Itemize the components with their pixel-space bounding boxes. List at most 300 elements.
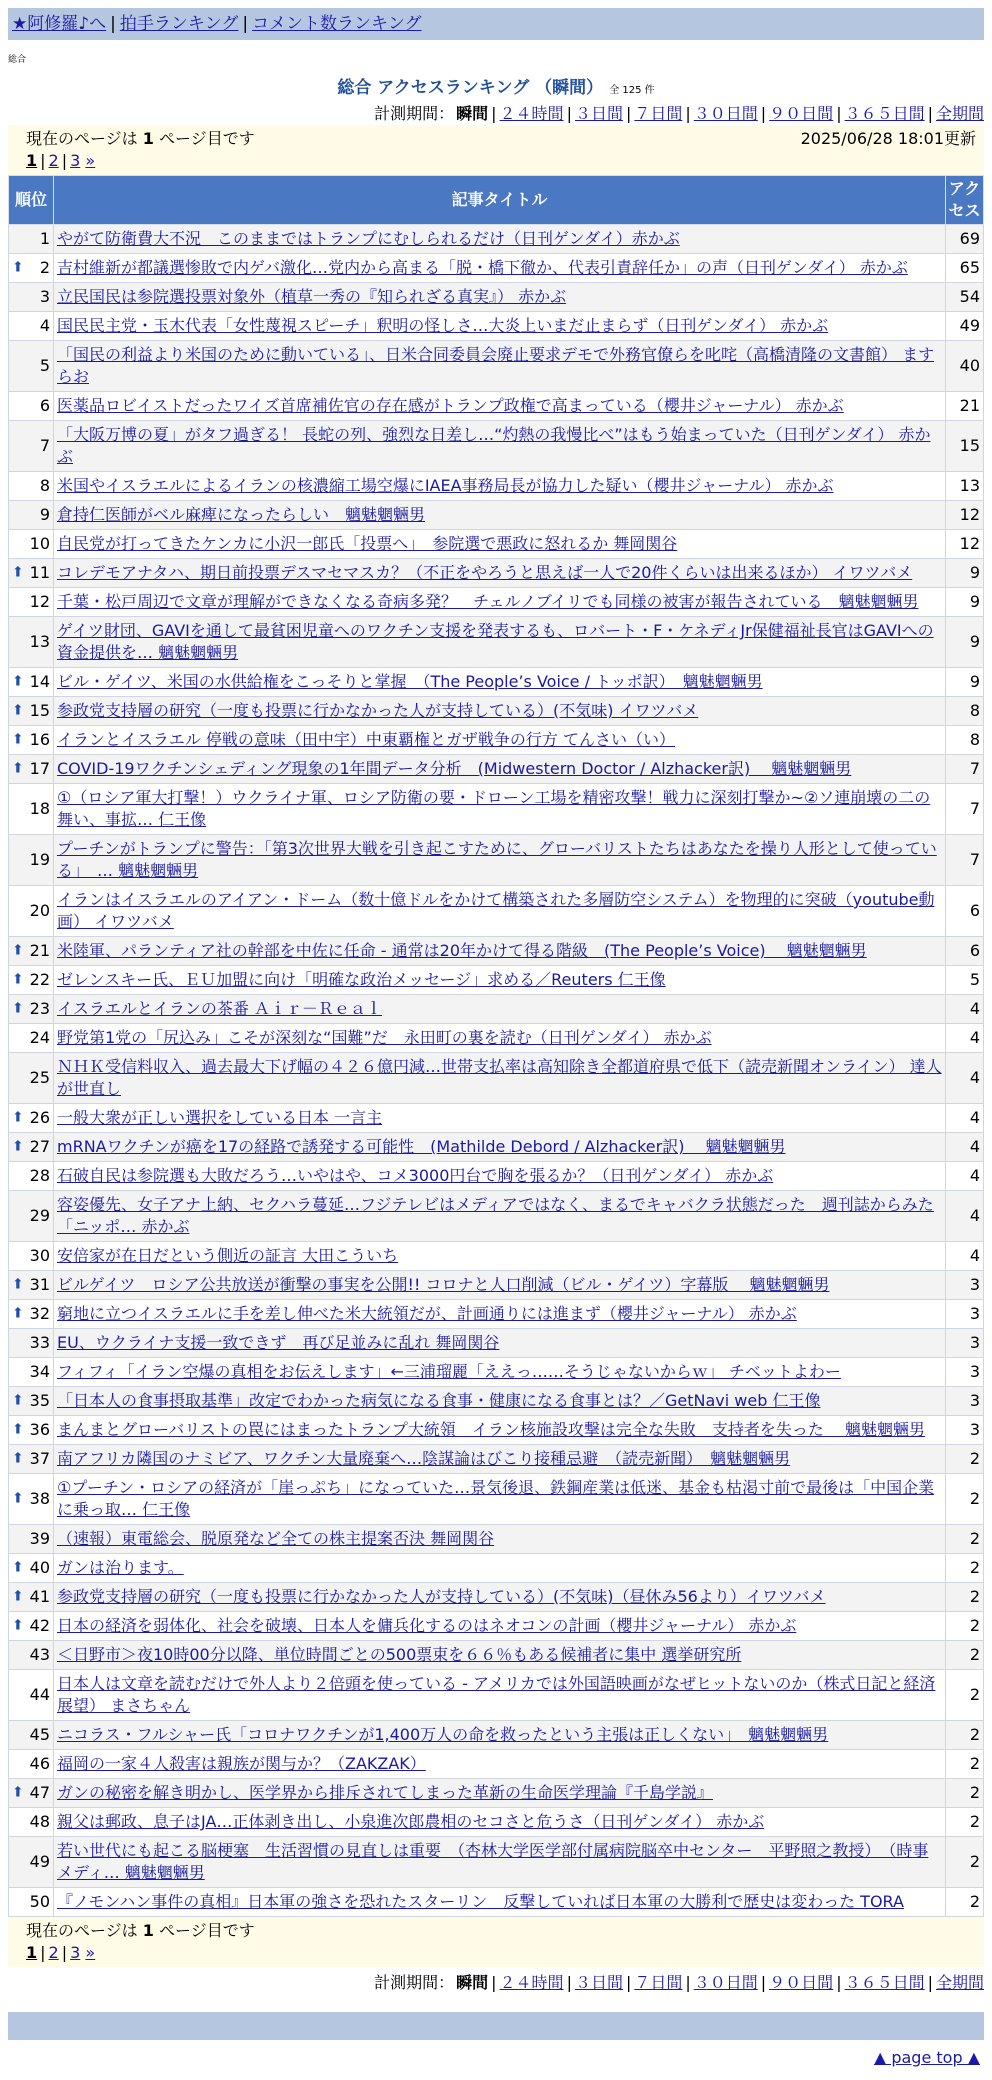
table-row <box>9 995 984 1024</box>
rank-cell <box>9 1358 54 1387</box>
access-header: アクセス <box>946 176 984 225</box>
period-separator: | <box>625 104 632 123</box>
rank-number: 38 <box>29 1489 50 1508</box>
rank-cell <box>9 1329 54 1358</box>
article-link[interactable]: ①（ロシア軍大打撃！）ウクライナ軍、ロシア防衛の要・ドローン工場を精密攻撃！戦力に深刻打撃か~②ソ連崩壊の二の舞い、事拡… 仁王像 <box>57 788 931 829</box>
rank-number: 41 <box>29 1587 50 1606</box>
table-row <box>9 668 984 697</box>
rank-number: 34 <box>29 1362 50 1381</box>
rank-number: 44 <box>29 1685 50 1704</box>
rank-up-arrow-icon: ⬆ <box>12 731 24 748</box>
rank-cell <box>9 559 54 588</box>
table-row <box>9 1474 984 1525</box>
article-link[interactable]: 安倍家が在日だという側近の証言 大田こういち <box>57 1246 399 1265</box>
period-separator: | <box>836 104 842 123</box>
page-link[interactable]: 3 <box>70 1943 81 1962</box>
table-row <box>9 1779 984 1808</box>
article-link[interactable]: 南アフリカ隣国のナミビア、ワクチン大量廃棄へ…陰謀論はびこり接種忌避 （読売新聞） 魑魅魍魎男 <box>57 1449 791 1468</box>
rank-number: 33 <box>29 1333 50 1352</box>
rank-cell <box>9 1808 54 1837</box>
page-separator: | <box>40 1943 46 1962</box>
access-count: 9 <box>946 668 984 697</box>
title-cell <box>54 421 946 472</box>
article-link[interactable]: 若い世代にも起こる脳梗塞 生活習慣の見直しは重要 （杏林大学医学部付属病院脳卒中センター 平野照之教授） （時事メディ… 魑魅魍魎男 <box>57 1841 929 1882</box>
period-link[interactable]: ３６５日間 <box>844 1973 925 1992</box>
rank-number: 32 <box>29 1304 50 1323</box>
rank-number: 29 <box>29 1206 50 1225</box>
rank-number: 49 <box>29 1852 50 1871</box>
title-cell <box>54 312 946 341</box>
title-cell <box>54 995 946 1024</box>
article-link[interactable]: 『ノモンハン事件の真相』日本軍の強さを恐れたスターリン 反撃していれば日本軍の大勝利で歴史は変わった TORA <box>57 1892 904 1911</box>
rank-cell <box>9 312 54 341</box>
rank-header: 順位 <box>9 176 54 225</box>
rank-up-arrow-icon: ⬆ <box>12 760 24 777</box>
rank-cell <box>9 1750 54 1779</box>
access-count: 2 <box>946 1474 984 1525</box>
access-count: 4 <box>946 1024 984 1053</box>
period-link[interactable]: ３０日間 <box>693 1973 758 1992</box>
title-header: 記事タイトル <box>54 176 946 225</box>
title-cell <box>54 1329 946 1358</box>
article-link[interactable]: 「日本人の食事摂取基準」改定でわかった病気になる食事・健康になる食事とは？／GetNavi web 仁王像 <box>57 1391 821 1410</box>
table-row <box>9 392 984 421</box>
article-link[interactable]: （速報）東電総会、脱原発など全ての株主提案否決 舞岡関谷 <box>57 1529 495 1548</box>
total-count: 全 125 件 <box>609 85 655 96</box>
rank-up-arrow-icon: ⬆ <box>12 1421 24 1438</box>
table-row <box>9 1641 984 1670</box>
article-link[interactable]: 石破自民は参院選も大敗だろう…いやはや、コメ3000円台で胸を張るか？（日刊ゲンダイ） 赤かぶ <box>57 1166 774 1185</box>
rank-up-arrow-icon: ⬆ <box>12 1276 24 1293</box>
page-link[interactable]: 2 <box>48 151 59 170</box>
page-separator: | <box>61 1943 68 1962</box>
title-cell <box>54 1808 946 1837</box>
article-link[interactable]: やがて防衛費大不況 このままではトランプにむしられるだけ（日刊ゲンダイ）赤かぶ <box>57 229 680 248</box>
article-link[interactable]: ガンは治ります。 <box>57 1558 184 1577</box>
access-count: 8 <box>946 697 984 726</box>
access-count: 9 <box>946 617 984 668</box>
access-count: 4 <box>946 1133 984 1162</box>
article-link[interactable]: 千葉・松戸周辺で文章が理解ができなくなる奇病多発？ チェルノブイリでも同様の被害が報告されている 魑魅魍魎男 <box>57 592 919 611</box>
table-row <box>9 617 984 668</box>
table-row <box>9 726 984 755</box>
period-link[interactable]: ９０日間 <box>769 1973 834 1992</box>
access-count: 2 <box>946 1583 984 1612</box>
period-separator: | <box>566 104 572 123</box>
rank-number: 28 <box>29 1166 50 1185</box>
period-link[interactable]: ７日間 <box>634 104 683 123</box>
rank-number: 13 <box>29 632 50 651</box>
rank-cell <box>9 726 54 755</box>
title-cell <box>54 668 946 697</box>
next-page-link[interactable]: » <box>85 1943 96 1962</box>
page-link[interactable]: 3 <box>70 151 81 170</box>
table-row <box>9 1133 984 1162</box>
rank-number: 22 <box>29 970 50 989</box>
period-separator: | <box>625 1973 632 1992</box>
rank-cell <box>9 1104 54 1133</box>
article-link[interactable]: mRNAワクチンが癌を17の経路で誘発する可能性 (Mathilde Debord / Alzhacker訳) 魑魅魍魎男 <box>57 1137 786 1156</box>
current-page-info: 現在のページは 1 ページ目です <box>26 1921 255 1940</box>
rank-cell <box>9 1024 54 1053</box>
article-link[interactable]: 米国やイスラエルによるイランの核濃縮工場空爆にIAEA事務局長が協力した疑い（櫻井ジャーナル） 赤かぶ <box>57 476 834 495</box>
article-link[interactable]: ビルゲイツ ロシア公共放送が衝撃の事実を公開!! コロナと人口削減（ビル・ゲイツ）字幕版 魑魅魍魎男 <box>57 1275 830 1294</box>
table-row <box>9 312 984 341</box>
page-link-current: 1 <box>26 151 38 170</box>
title-cell <box>54 1554 946 1583</box>
title-cell <box>54 1387 946 1416</box>
title-cell <box>54 1837 946 1888</box>
table-row <box>9 254 984 283</box>
access-count: 3 <box>946 1271 984 1300</box>
page-title: 総合 アクセスランキング （瞬間） <box>337 78 604 98</box>
table-row <box>9 1024 984 1053</box>
title-cell <box>54 1888 946 1917</box>
article-link[interactable]: イランはイスラエルのアイアン・ドーム（数十億ドルをかけて構築された多層防空システム）を物理的に突破（youtube動画） イワツバメ <box>57 890 935 931</box>
rank-up-arrow-icon: ⬆ <box>12 259 24 276</box>
rank-number: 9 <box>39 505 50 524</box>
article-link[interactable]: ガンの秘密を解き明かし、医学界から排斥されてしまった革新の生命医学理論『千島学説』 <box>57 1783 714 1802</box>
title-cell <box>54 341 946 392</box>
table-row <box>9 1445 984 1474</box>
article-link[interactable]: まんまとグローバリストの罠にはまったトランプ大統領 イラン核施設攻撃は完全な失敗 支持者を失った 魑魅魍魎男 <box>57 1420 925 1439</box>
comment-ranking-link[interactable]: コメント数ランキング <box>252 14 422 34</box>
title-cell <box>54 588 946 617</box>
ranking-table <box>8 175 984 1917</box>
article-link[interactable]: ＮＨＫ受信料収入、過去最大下げ幅の４２６億円減…世帯支払率は高知除き全都道府県で低下（読売新聞オンライン） 達人が世直し <box>57 1057 942 1098</box>
pagination-box <box>8 125 984 175</box>
access-count: 2 <box>946 1554 984 1583</box>
table-row <box>9 1612 984 1641</box>
title-cell <box>54 1612 946 1641</box>
rank-cell <box>9 1191 54 1242</box>
access-count: 6 <box>946 886 984 937</box>
page-top-row <box>8 2040 984 2075</box>
rank-cell <box>9 283 54 312</box>
rank-number: 27 <box>29 1137 50 1156</box>
article-link[interactable]: ゲイツ財団、GAVIを通して最貧困児童へのワクチン支援を発表するも、ロバート・F・ケネディJr保健福祉長官はGAVIへの資金提供を… 魑魅魍魎男 <box>57 621 934 662</box>
article-link[interactable]: 吉村維新が都議選惨敗で内ゲバ激化…党内から高まる「脱・橋下徹か、代表引責辞任か」の声（日刊ゲンダイ） 赤かぶ <box>57 258 908 277</box>
table-row <box>9 1191 984 1242</box>
rank-cell <box>9 784 54 835</box>
access-count: 2 <box>946 1837 984 1888</box>
rank-number: 7 <box>39 436 50 455</box>
article-link[interactable]: 参政党支持層の研究（一度も投票に行かなかった人が支持している）(不気味) イワツバメ <box>57 701 699 720</box>
article-link[interactable]: 立民国民は参院選投票対象外（植草一秀の『知られざる真実』） 赤かぶ <box>57 287 567 306</box>
rank-cell <box>9 1525 54 1554</box>
rank-cell <box>9 1162 54 1191</box>
title-cell <box>54 1133 946 1162</box>
access-count: 4 <box>946 1053 984 1104</box>
title-cell <box>54 225 946 254</box>
article-link[interactable]: ビル・ゲイツ、米国の水供給権をこっそりと掌握 （The People’s Voice / トッポ訳） 魑魅魍魎男 <box>57 672 763 691</box>
article-link[interactable]: ニコラス・フルシャー氏「コロナワクチンが1,400万人の命を救ったという主張は正しくない」 魑魅魍魎男 <box>57 1725 829 1744</box>
rank-cell <box>9 421 54 472</box>
rank-number: 25 <box>29 1068 50 1087</box>
rank-cell <box>9 937 54 966</box>
rank-cell <box>9 1474 54 1525</box>
rank-cell <box>9 1133 54 1162</box>
article-link[interactable]: 医薬品ロビイストだったワイズ首席補佐官の存在感がトランプ政権で高まっている（櫻井ジャーナル） 赤かぶ <box>57 396 844 415</box>
period-link[interactable]: 全期間 <box>935 1973 984 1992</box>
rank-cell <box>9 254 54 283</box>
title-cell <box>54 886 946 937</box>
rank-cell <box>9 1387 54 1416</box>
table-row <box>9 225 984 254</box>
title-cell <box>54 1271 946 1300</box>
access-count: 2 <box>946 1445 984 1474</box>
title-cell <box>54 559 946 588</box>
rank-cell <box>9 886 54 937</box>
rank-number: 35 <box>29 1391 50 1410</box>
rank-up-arrow-icon: ⬆ <box>12 1784 24 1801</box>
access-count: 9 <box>946 559 984 588</box>
table-row <box>9 1358 984 1387</box>
table-row <box>9 559 984 588</box>
rank-number: 40 <box>29 1558 50 1577</box>
access-count: 2 <box>946 1888 984 1917</box>
access-count: 8 <box>946 726 984 755</box>
period-separator: | <box>760 1973 767 1992</box>
page-separator: | <box>40 151 46 170</box>
access-count: 3 <box>946 1358 984 1387</box>
rank-up-arrow-icon: ⬆ <box>12 1138 24 1155</box>
article-link[interactable]: 米陸軍、パランティア社の幹部を中佐に任命 - 通常は20年かけて得る階級 (The People’s Voice) 魑魅魍魎男 <box>57 941 867 960</box>
article-link[interactable]: COVID-19ワクチンシェディング現象の1年間データ分析 (Midwestern Doctor / Alzhacker訳) 魑魅魍魎男 <box>57 759 852 778</box>
rank-cell <box>9 1583 54 1612</box>
title-cell <box>54 501 946 530</box>
rank-number: 11 <box>29 563 50 582</box>
rank-cell <box>9 1416 54 1445</box>
rank-up-arrow-icon: ⬆ <box>12 1588 24 1605</box>
rank-up-arrow-icon: ⬆ <box>12 971 24 988</box>
clap-ranking-link[interactable]: 拍手ランキング <box>119 14 239 34</box>
rank-cell <box>9 668 54 697</box>
rank-number: 46 <box>29 1754 50 1773</box>
rank-cell <box>9 1888 54 1917</box>
rank-cell <box>9 1271 54 1300</box>
access-count: 4 <box>946 1191 984 1242</box>
page-links <box>26 1942 976 1964</box>
table-row <box>9 1416 984 1445</box>
article-link[interactable]: ゼレンスキー氏、ＥＵ加盟に向け「明確な政治メッセージ」求める／Reuters 仁王像 <box>57 970 666 989</box>
period-separator: | <box>685 1973 691 1992</box>
table-row <box>9 283 984 312</box>
article-link[interactable]: ①プーチン・ロシアの経済が「崖っぷち」になっていた…景気後退、鉄鋼産業は低迷、基金も枯渇寸前で最後は「中国企業に乗っ取… 仁王像 <box>57 1478 935 1519</box>
rank-number: 8 <box>39 476 50 495</box>
access-count: 15 <box>946 421 984 472</box>
rank-number: 47 <box>29 1783 50 1802</box>
rank-cell <box>9 966 54 995</box>
title-cell <box>54 1641 946 1670</box>
rank-cell <box>9 835 54 886</box>
table-row <box>9 472 984 501</box>
access-count: 7 <box>946 755 984 784</box>
rank-number: 12 <box>29 592 50 611</box>
table-row <box>9 530 984 559</box>
article-link[interactable]: プーチンがトランプに警告：「第3次世界大戦を引き起こすために、グローバリストたちはあなたを操り人形として使っている」 … 魑魅魍魎男 <box>57 839 937 880</box>
table-row <box>9 755 984 784</box>
period-separator: | <box>566 1973 572 1992</box>
title-cell <box>54 784 946 835</box>
rank-up-arrow-icon: ⬆ <box>12 1000 24 1017</box>
access-count: 2 <box>946 1779 984 1808</box>
article-link[interactable]: 日本人は文章を読むだけで外人より２倍頭を使っている - アメリカでは外国語映画がなぜヒットないのか（株式日記と経済展望） まさちゃん <box>57 1674 936 1715</box>
rank-up-arrow-icon: ⬆ <box>12 673 24 690</box>
page-link-current: 1 <box>26 1943 38 1962</box>
article-link[interactable]: 親父は郵政、息子はJA…正体剥き出し、小泉進次郎農相のセコさと危うさ（日刊ゲンダイ） 赤かぶ <box>57 1812 765 1831</box>
article-link[interactable]: 自民党が打ってきたケンカに小沢一郎氏「投票へ」 参院選で悪政に怒れるか 舞岡関谷 <box>57 534 678 553</box>
rank-cell <box>9 225 54 254</box>
period-link[interactable]: ３日間 <box>574 1973 623 1992</box>
period-current: 瞬間 <box>456 104 489 123</box>
title-cell <box>54 1474 946 1525</box>
article-link[interactable]: 窮地に立つイスラエルに手を差し伸べた米大統領だが、計画通りには進まず（櫻井ジャーナル） 赤かぶ <box>57 1304 797 1323</box>
rank-cell <box>9 1445 54 1474</box>
period-separator: | <box>760 104 767 123</box>
rank-number: 36 <box>29 1420 50 1439</box>
rank-up-arrow-icon: ⬆ <box>12 1305 24 1322</box>
home-link[interactable]: ★阿修羅♪へ <box>12 14 107 34</box>
rank-cell <box>9 530 54 559</box>
period-separator: | <box>491 104 497 123</box>
access-count: 12 <box>946 501 984 530</box>
rank-number: 43 <box>29 1645 50 1664</box>
article-link[interactable]: 国民民主党・玉木代表「女性蔑視スピーチ」釈明の怪しさ…大炎上いまだ止まらず（日刊ゲンダイ） 赤かぶ <box>57 316 829 335</box>
table-row <box>9 1837 984 1888</box>
article-link[interactable]: 容姿優先、女子アナ上納、セクハラ蔓延…フジテレビはメディアではなく、まるでキャバクラ状態だった 週刊誌からみた「ニッポ… 赤かぶ <box>57 1195 934 1236</box>
rank-cell <box>9 1242 54 1271</box>
rank-number: 4 <box>39 316 50 335</box>
next-page-link[interactable]: » <box>85 151 96 170</box>
period-link[interactable]: ３日間 <box>574 104 623 123</box>
rank-cell <box>9 472 54 501</box>
period-link[interactable]: ３０日間 <box>693 104 758 123</box>
access-count: 4 <box>946 1242 984 1271</box>
article-link[interactable]: 「大阪万博の夏」がタフ過ぎる！ 長蛇の列、強烈な日差し…“灼熱の我慢比べ”はもう始まっていた（日刊ゲンダイ） 赤かぶ <box>57 425 931 466</box>
article-link[interactable]: 参政党支持層の研究（一度も投票に行かなかった人が支持している）(不気味)（昼休み56より）イワツバメ <box>57 1587 826 1606</box>
title-cell <box>54 1670 946 1721</box>
table-row <box>9 588 984 617</box>
table-row <box>9 501 984 530</box>
rank-cell <box>9 697 54 726</box>
period-link[interactable]: 全期間 <box>935 104 984 123</box>
table-row <box>9 966 984 995</box>
title-cell <box>54 835 946 886</box>
period-link[interactable]: ２４時間 <box>499 1973 564 1992</box>
table-row <box>9 784 984 835</box>
table-row <box>9 1104 984 1133</box>
rank-up-arrow-icon: ⬆ <box>12 1490 24 1507</box>
top-navigation <box>8 8 984 40</box>
table-row <box>9 1300 984 1329</box>
rank-number: 39 <box>29 1529 50 1548</box>
title-cell <box>54 1191 946 1242</box>
page-links <box>26 150 976 172</box>
article-link[interactable]: 日本の経済を弱体化、社会を破壊、日本人を傭兵化するのはネオコンの計画（櫻井ジャーナル） 赤かぶ <box>57 1616 797 1635</box>
period-label: 計測期間： <box>374 104 455 123</box>
article-link[interactable]: フィフィ「イラン空爆の真相をお伝えします」←三浦瑠麗「ええっ……そうじゃないからｗ」 チベットよわー <box>57 1362 841 1381</box>
access-count: 3 <box>946 1416 984 1445</box>
table-row <box>9 1750 984 1779</box>
article-link[interactable]: 野党第1党の「尻込み」こそが深刻な“国難”だ 永田町の裏を読む（日刊ゲンダイ） 赤かぶ <box>57 1028 712 1047</box>
rank-number: 20 <box>29 901 50 920</box>
rank-cell <box>9 1612 54 1641</box>
rank-number: 30 <box>29 1246 50 1265</box>
table-row <box>9 835 984 886</box>
category-label: 総合 <box>8 55 27 65</box>
access-count: 7 <box>946 784 984 835</box>
rank-up-arrow-icon: ⬆ <box>12 1109 24 1126</box>
access-count: 4 <box>946 1162 984 1191</box>
table-row <box>9 1583 984 1612</box>
access-count: 54 <box>946 283 984 312</box>
article-link[interactable]: 倉持仁医師がベル麻痺になったらしい 魑魅魍魎男 <box>57 505 426 524</box>
page-link[interactable]: 2 <box>48 1943 59 1962</box>
rank-cell <box>9 588 54 617</box>
period-link[interactable]: ７日間 <box>634 1973 683 1992</box>
period-current: 瞬間 <box>456 1973 489 1992</box>
rank-number: 2 <box>39 258 50 277</box>
article-link[interactable]: イスラエルとイランの茶番 Ａｉｒ－Ｒｅａｌ <box>57 999 382 1018</box>
table-row <box>9 421 984 472</box>
article-link[interactable]: 福岡の一家４人殺害は親族が関与か？（ZAKZAK） <box>57 1754 426 1773</box>
rank-number: 26 <box>29 1108 50 1127</box>
access-count: 3 <box>946 1387 984 1416</box>
title-cell <box>54 283 946 312</box>
article-link[interactable]: 「国民の利益より米国のために動いている」、日米合同委員会廃止要求デモで外務官僚らを叱咤（高橋清隆の文書館） ますらお <box>57 345 935 386</box>
rank-cell <box>9 1300 54 1329</box>
rank-number: 3 <box>39 287 50 306</box>
rank-up-arrow-icon: ⬆ <box>12 1617 24 1634</box>
period-selector <box>8 103 984 125</box>
title-cell <box>54 1583 946 1612</box>
access-count: 9 <box>946 588 984 617</box>
page-separator: | <box>61 151 68 170</box>
article-link[interactable]: 一般大衆が正しい選択をしている日本 一言主 <box>57 1108 383 1127</box>
rank-number: 24 <box>29 1028 50 1047</box>
rank-up-arrow-icon: ⬆ <box>12 1559 24 1576</box>
rank-up-arrow-icon: ⬆ <box>12 1392 24 1409</box>
period-link[interactable]: ３６５日間 <box>844 104 925 123</box>
rank-cell <box>9 341 54 392</box>
rank-cell <box>9 501 54 530</box>
page-top-link[interactable]: ▲ page top ▲ <box>873 2048 980 2067</box>
rank-number: 37 <box>29 1449 50 1468</box>
access-count: 65 <box>946 254 984 283</box>
access-count: 3 <box>946 1300 984 1329</box>
article-link[interactable]: ＜日野市＞夜10時00分以降、単位時間ごとの500票束を６６％もある候補者に集中 選挙研究所 <box>57 1645 742 1664</box>
period-link[interactable]: ９０日間 <box>769 104 834 123</box>
article-link[interactable]: コレデモアナタハ、期日前投票デスマセマスカ？（不正をやろうと思えば一人で20件くらいは出来るほか） イワツバメ <box>57 563 913 582</box>
nav-separator: | <box>110 14 116 34</box>
article-link[interactable]: EU、ウクライナ支援一致できず 再び足並みに乱れ 舞岡関谷 <box>57 1333 500 1352</box>
period-link[interactable]: ２４時間 <box>499 104 564 123</box>
title-cell <box>54 1024 946 1053</box>
table-row <box>9 1162 984 1191</box>
rank-cell <box>9 1670 54 1721</box>
period-separator: | <box>685 104 691 123</box>
title-cell <box>54 1779 946 1808</box>
access-count: 3 <box>946 1329 984 1358</box>
rank-number: 5 <box>39 356 50 375</box>
title-cell <box>54 755 946 784</box>
rank-cell <box>9 1721 54 1750</box>
access-count: 4 <box>946 995 984 1024</box>
title-cell <box>54 1358 946 1387</box>
rank-up-arrow-icon: ⬆ <box>12 564 24 581</box>
article-link[interactable]: イランとイスラエル 停戦の意味（田中宇）中東覇権とガザ戦争の行方 てんさい（い） <box>57 730 676 749</box>
